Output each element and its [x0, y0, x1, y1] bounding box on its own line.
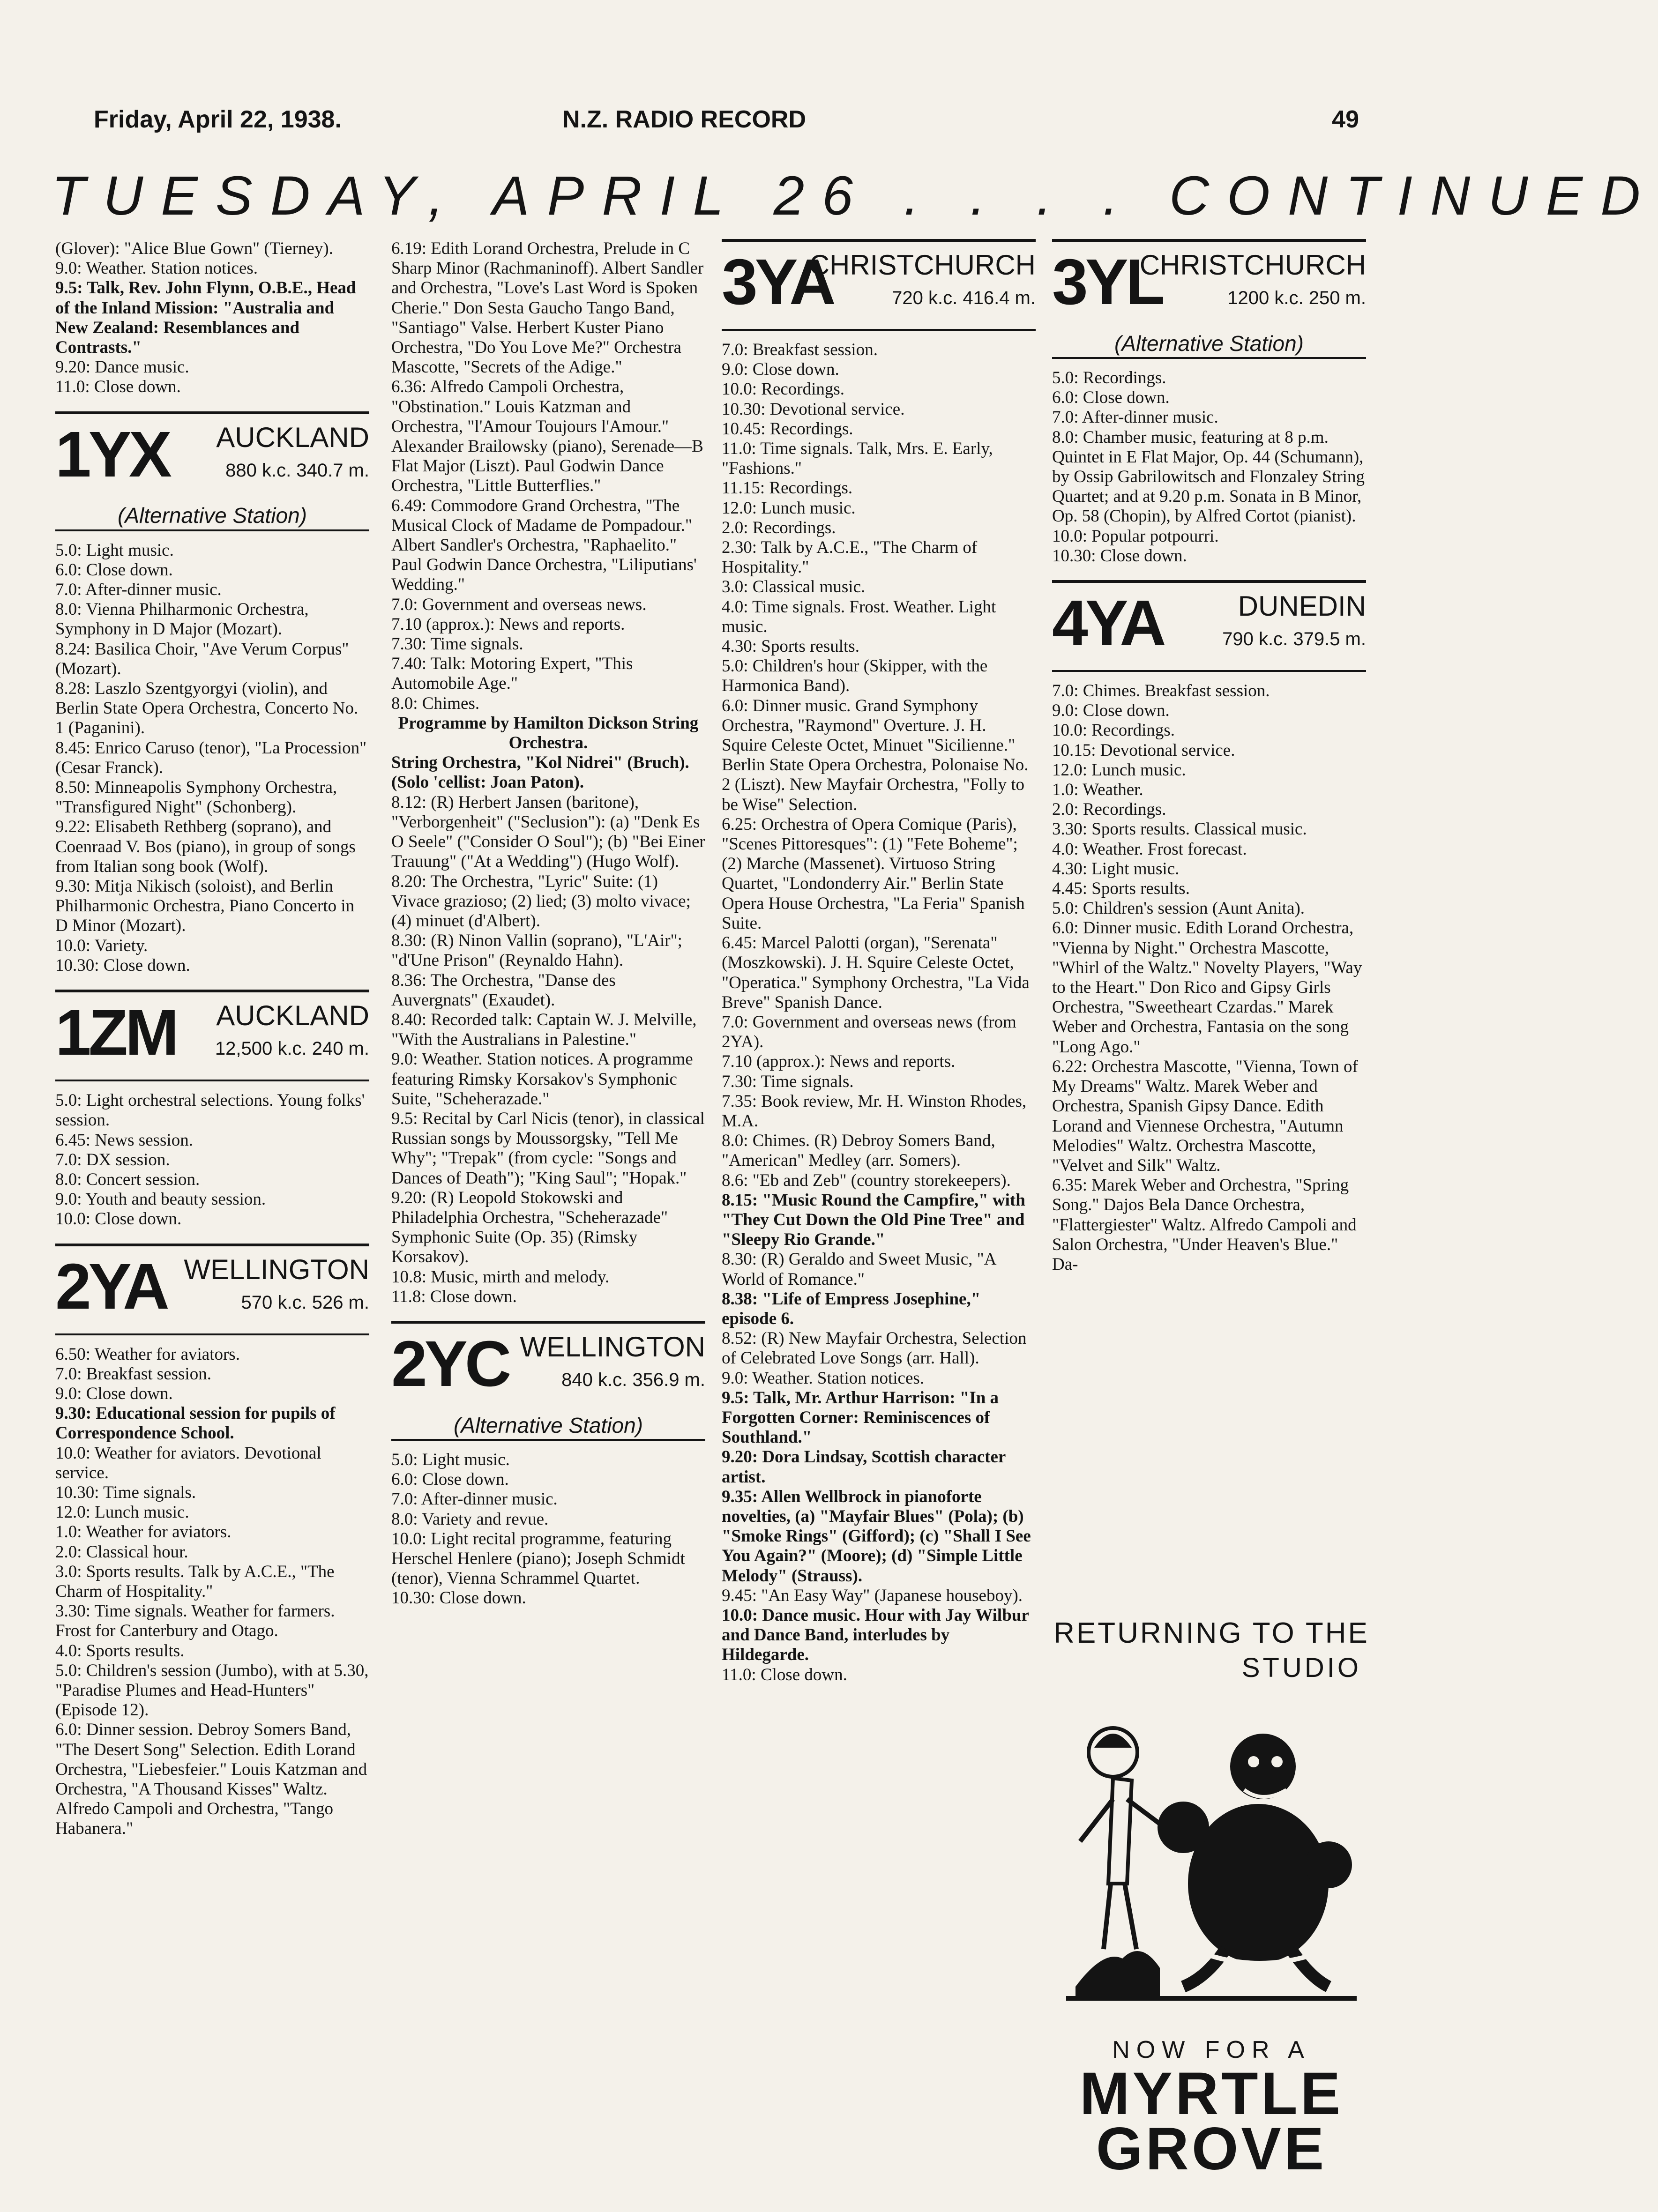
listing-item: 8.0: Vienna Philharmonic Orchestra, Symphony in D Major (Mozart). [55, 600, 309, 639]
station-frequency: 720 k.c. 416.4 m. [892, 288, 1036, 308]
station-frequency: 570 k.c. 526 m. [241, 1292, 369, 1313]
station-frequency: 880 k.c. 340.7 m. [225, 460, 369, 481]
listing-item: 9.5: Talk, Rev. John Flynn, O.B.E., Head of the Inland Mission: "Australia and New Zealand: Resemblances and Contrasts." [55, 278, 356, 357]
listing-item: 8.0: Chamber music, featuring at 8 p.m. Quintet in E Flat Major, Op. 44 (Schumann), by Ossip Gabrilowitsch and Flonzaley String Quartet; and at 9.20 p.m. Sonata in B Minor, Op. 58 (Chopin), by Alfred Cortot (pianist). [1052, 427, 1365, 526]
listing-item: 5.0: Light music. [55, 540, 174, 560]
listing-item: 8.52: (R) New Mayfair Orchestra, Selection of Celebrated Love Songs (arr. Hall). [722, 1329, 1027, 1368]
listing-item: 8.12: (R) Herbert Jansen (baritone), "Verborgenheit" ("Seclusion"): (a) "Denk Es O Seele" ("Consider O Soul"); (b) "Bei Einer Trauung" ("At a Wedding") (Hugo Wolf). [391, 792, 705, 871]
listing-item: 6.50: Weather for aviators. [55, 1344, 240, 1364]
listing-item: 8.24: Basilica Choir, "Ave Verum Corpus" (Mozart). [55, 639, 349, 678]
listing-item: 5.0: Light orchestral selections. Young folks' session. [55, 1091, 365, 1130]
listing-item: 3.0: Sports results. Talk by A.C.E., "The Charm of Hospitality." [55, 1562, 335, 1601]
station-callsign: 1ZM [55, 997, 176, 1069]
listing-item: (Glover): "Alice Blue Gown" (Tierney). [55, 239, 333, 258]
listing-item: 1.0: Weather for aviators. [55, 1522, 232, 1542]
listing-item: 8.36: The Orchestra, "Danse des Auvergnats" (Exaudet). [391, 970, 616, 1010]
listing-item: 10.0: Recordings. [1052, 721, 1175, 740]
listing-item: 6.0: Close down. [55, 560, 173, 580]
listing-item: 7.0: Government and overseas news. [391, 595, 647, 614]
ad-brand-line-1: MYRTLE [1079, 2060, 1344, 2127]
listing-item: 7.35: Book review, Mr. H. Winston Rhodes, M.A. [722, 1091, 1027, 1131]
ad-headline: RETURNING TO THE [1053, 1617, 1369, 1649]
station-header-1yx [55, 411, 369, 531]
column-4 [1052, 239, 1366, 1274]
listing-item: 8.40: Recorded talk: Captain W. J. Melville, "With the Australians in Palestine." [391, 1010, 697, 1050]
listing-item: 9.45: "An Easy Way" (Japanese houseboy). [722, 1586, 1023, 1605]
station-callsign: 1YX [55, 418, 169, 491]
listing-item: 8.50: Minneapolis Symphony Orchestra, "Transfigured Night" (Schonberg). [55, 778, 337, 817]
column-1 [55, 239, 369, 1839]
listing-item: 7.10 (approx.): News and reports. [722, 1052, 956, 1072]
listing-item: 6.0: Close down. [391, 1470, 509, 1490]
column-3 [722, 239, 1036, 1685]
listing-item: 5.0: Recordings. [1052, 368, 1166, 387]
listing-item: 10.0: Recordings. [722, 380, 845, 399]
listing-item: 11.0: Time signals. Talk, Mrs. E. Early, "Fashions." [722, 439, 993, 478]
publication-title: N.Z. RADIO RECORD [562, 106, 806, 133]
station-alternative: (Alternative Station) [118, 503, 307, 528]
station-city: DUNEDIN [1238, 590, 1366, 622]
station-city: WELLINGTON [184, 1253, 369, 1285]
listing-item: 4.0: Weather. Frost forecast. [1052, 839, 1247, 859]
listing-item: 6.36: Alfredo Campoli Orchestra, "Obstination." Louis Katzman and Orchestra, "l'Amour Toujours l'Amour." Alexander Brailowsky (piano), Serenade—B Flat Major (Liszt). Paul Godwin Dance Orchestra, "Little Butterflies." [391, 377, 703, 496]
station-city: CHRISTCHURCH [1139, 249, 1366, 281]
listing-item: 8.38: "Life of Empress Josephine," episode 6. [722, 1289, 981, 1328]
listing-item: 6.0: Dinner music. Edith Lorand Orchestra, "Vienna by Night." Orchestra Mascotte, "Whirl of the Waltz." Novelty Players, "Way to the Heart." Don Rico and Gipsy Girls Orchestra, "Sweetheart Czardas." Marek Weber and Orchestra, Fantasia on the song "Long Ago." [1052, 918, 1362, 1057]
listing-item: 5.0: Children's session (Aunt Anita). [1052, 899, 1305, 918]
listing-item: 8.30: (R) Geraldo and Sweet Music, "A World of Romance." [722, 1250, 996, 1289]
listing-item: 9.5: Talk, Mr. Arthur Harrison: "In a Forgotten Corner: Reminiscences of Southland." [722, 1388, 999, 1447]
listing-item: 8.30: (R) Ninon Vallin (soprano), "L'Air"; "d'Une Prison" (Reynaldo Hahn). [391, 931, 682, 970]
listing-item: 5.0: Children's hour (Skipper, with the Harmonica Band). [722, 656, 988, 696]
station-callsign: 3YL [1052, 246, 1163, 318]
station-callsign: 4YA [1052, 587, 1164, 660]
listing-item: 6.22: Orchestra Mascotte, "Vienna, Town of My Dreams" Waltz. Marek Weber and Orchestra, Spanish Gipsy Dance. Edith Lorand and Viennese Orchestra, "Autumn Melodies" Waltz. Orchestra Mascotte, "Velvet and Silk" Waltz. [1052, 1057, 1358, 1175]
listing-item: 3.30: Sports results. Classical music. [1052, 819, 1307, 839]
station-callsign: 2YA [55, 1250, 167, 1323]
listing-item: 10.0: Close down. [55, 1209, 182, 1229]
listing-item: 7.40: Talk: Motoring Expert, "This Automobile Age." [391, 654, 633, 693]
listing-item: 10.30: Devotional service. [722, 399, 905, 419]
listing-item: 9.0: Youth and beauty session. [55, 1190, 266, 1209]
station-frequency: 1200 k.c. 250 m. [1227, 288, 1366, 308]
station-alternative: (Alternative Station) [454, 1413, 643, 1437]
listing-item: 2.0: Recordings. [1052, 800, 1166, 819]
listing-item: 9.0: Close down. [722, 360, 839, 380]
listing-item: 4.0: Time signals. Frost. Weather. Light music. [722, 597, 996, 636]
listing-item: 7.0: Chimes. Breakfast session. [1052, 681, 1270, 701]
listing-item: 6.25: Orchestra of Opera Comique (Paris), "Scenes Pittoresques": (1) "Fete Boheme"; (2) Marche (Massenet). Virtuoso String Quartet, "Londonderry Air." Berlin State Opera House Orchestra, "La Feria" Spanish Suite. [722, 814, 1025, 933]
listing-item: 12.0: Lunch music. [55, 1503, 189, 1522]
listing-item: 11.0: Close down. [722, 1665, 847, 1684]
listing-item: 8.0: Concert session. [55, 1169, 200, 1189]
listing-item: 10.45: Recordings. [722, 419, 853, 439]
listing-item: 10.0: Variety. [55, 936, 148, 955]
listing-item: 3.30: Time signals. Weather for farmers. Frost for Canterbury and Otago. [55, 1601, 335, 1641]
ad-tagline: NOW FOR A [1112, 2036, 1311, 2063]
station-city: WELLINGTON [520, 1331, 705, 1363]
ad-brand-name [1047, 2060, 1375, 2182]
listing-item: 10.30: Close down. [55, 955, 190, 975]
listing-item: 6.45: News session. [55, 1130, 193, 1150]
listing-item: 10.30: Time signals. [55, 1482, 196, 1502]
page-number: 49 [1332, 106, 1359, 133]
listing-item: 6.19: Edith Lorand Orchestra, Prelude in C Sharp Minor (Rachmaninoff). Albert Sandler and Orchestra, "Love's Last Word is Spoken Cherie." Don Sesta Gaucho Tango Band, "Santiago" Valse. Herbert Kuster Piano Orchestra, "Do You Love Me?" Orchestra Mascotte, "Secrets of the Adige." [391, 239, 704, 377]
station-callsign: 3YA [722, 246, 833, 318]
listing-item: 8.6: "Eb and Zeb" (country storekeepers). [722, 1170, 1011, 1190]
station-city: CHRISTCHURCH [809, 249, 1036, 281]
listing-item: 3.0: Classical music. [722, 577, 866, 597]
listing-item: 4.30: Sports results. [722, 637, 859, 656]
listing-item: 6.35: Marek Weber and Orchestra, "Spring Song." Dajos Bela Dance Orchestra, "Flattergiester" Waltz. Alfredo Campoli and Salon Orchestra, "Under Heaven's Blue." Da- [1052, 1176, 1357, 1274]
station-header-4ya [1052, 580, 1366, 672]
listing-item: 9.0: Weather. Station notices. [55, 259, 258, 278]
boxer-cartoon-illustration [1066, 1687, 1357, 2029]
listing-item: 12.0: Lunch music. [1052, 760, 1186, 780]
listing-item: 11.15: Recordings. [722, 478, 853, 498]
listing-item: 10.15: Devotional service. [1052, 740, 1235, 760]
listing-item: 7.0: Breakfast session. [722, 340, 878, 359]
listing-item: 4.30: Light music. [1052, 859, 1180, 879]
station-city: AUCKLAND [216, 1000, 369, 1032]
programme-heading: Programme by Hamilton Dickson String Orchestra. [398, 713, 699, 753]
listing-item: 10.0: Light recital programme, featuring Herschel Henlere (piano); Joseph Schmidt (tenor), Vienna Schrammel Quartet. [391, 1529, 685, 1588]
station-header-1zm [55, 990, 369, 1081]
listing-item: 11.8: Close down. [391, 1287, 517, 1306]
listing-item: 8.20: The Orchestra, "Lyric" Suite: (1) Vivace grazioso; (2) lied; (3) molto vivace; (4) minuet (d'Albert). [391, 871, 691, 931]
listing-item: 9.0: Weather. Station notices. A programme featuring Rimsky Korsakov's Symphonic Suite, "Scheherazade." [391, 1050, 693, 1109]
listing-item: 6.49: Commodore Grand Orchestra, "The Musical Clock of Madame de Pompadour." Albert Sandler's Orchestra, "Raphaelito." Paul Godwin Dance Orchestra, "Liliputians' Wedding." [391, 496, 697, 595]
station-city: AUCKLAND [216, 421, 369, 453]
listing-item: 10.0: Dance music. Hour with Jay Wilbur and Dance Band, interludes by Hildegarde. [722, 1606, 1029, 1665]
listing-item: String Orchestra, "Kol Nidrei" (Bruch). (Solo 'cellist: Joan Paton). [391, 753, 689, 792]
listing-item: 7.0: Breakfast session. [55, 1364, 211, 1384]
station-frequency: 12,500 k.c. 240 m. [215, 1038, 369, 1059]
listing-item: 5.0: Children's session (Jumbo), with at 5.30, "Paradise Plumes and Head-Hunters" (Episode 12). [55, 1661, 369, 1720]
listing-item: 6.0: Dinner music. Grand Symphony Orchestra, "Raymond" Overture. J. H. Squire Celeste Octet, Minuet "Sicilienne." Berlin State Opera Orchestra, Polonaise No. 2 (Liszt). New Mayfair Orchestra, "Folly to be Wise" Selection. [722, 696, 1029, 814]
listing-item: 2.0: Recordings. [722, 518, 836, 537]
listing-item: 7.0: After-dinner music. [391, 1490, 558, 1509]
listing-item: 9.0: Close down. [55, 1384, 173, 1403]
listing-item: 6.0: Close down. [1052, 388, 1170, 408]
listing-item: 9.20: (R) Leopold Stokowski and Philadelphia Orchestra, "Scheherazade" Symphonic Suite (Op. 35) (Rimsky Korsakov). [391, 1188, 668, 1267]
listing-item: 4.0: Sports results. [55, 1641, 185, 1661]
listing-item: 7.30: Time signals. [391, 634, 523, 654]
listing-item: 9.20: Dance music. [55, 357, 189, 377]
listing-item: 7.0: Government and overseas news (from 2YA). [722, 1012, 1016, 1052]
listing-item: 10.30: Close down. [391, 1588, 526, 1608]
listing-item: 9.0: Weather. Station notices. [722, 1368, 925, 1388]
listing-item: 9.30: Mitja Nikisch (soloist), and Berlin Philharmonic Orchestra, Piano Concerto in D Minor (Mozart). [55, 877, 355, 936]
listing-item: 9.22: Elisabeth Rethberg (soprano), and Coenraad V. Bos (piano), in group of songs from Italian song book (Wolf). [55, 817, 356, 876]
listing-item: 8.0: Chimes. (R) Debroy Somers Band, "American" Medley (arr. Somers). [722, 1131, 995, 1170]
listing-item: 10.30: Close down. [1052, 546, 1187, 566]
listing-item: 6.0: Dinner session. Debroy Somers Band, "The Desert Song" Selection. Edith Lorand Orchestra, "Liebesfeier." Louis Katzman and Orchestra, "A Thousand Kisses" Waltz. Alfredo Campoli and Orchestra, "Tango Habanera." [55, 1720, 367, 1839]
station-header-3ya [722, 239, 1036, 331]
listing-item: 8.0: Chimes. [391, 693, 480, 713]
listing-item: 10.0: Weather for aviators. Devotional service. [55, 1443, 321, 1482]
advertisement [1047, 1616, 1375, 2182]
listing-item: 9.35: Allen Wellbrock in pianoforte novelties, (a) "Mayfair Blues" (Pola); (b) "Smoke Rings" (Gifford); (c) "Shall I See You Again?" (Moore); (d) "Simple Little Melody" (Strauss). [722, 1487, 1031, 1586]
listing-item: 7.0: After-dinner music. [1052, 408, 1218, 427]
station-alternative: (Alternative Station) [1114, 331, 1304, 356]
listing-item: 10.0: Popular potpourri. [1052, 526, 1219, 546]
listing-item: 2.30: Talk by A.C.E., "The Charm of Hospitality." [722, 538, 978, 577]
listing-item: 7.0: DX session. [55, 1150, 170, 1169]
station-header-2ya [55, 1244, 369, 1335]
listing-item: 11.0: Close down. [55, 377, 181, 397]
issue-date: Friday, April 22, 1938. [94, 106, 342, 133]
listing-item: 5.0: Light music. [391, 1450, 510, 1469]
station-header-3yl [1052, 239, 1366, 359]
listing-item: 2.0: Classical hour. [55, 1542, 188, 1562]
listing-item: 9.30: Educational session for pupils of Correspondence School. [55, 1404, 336, 1443]
listing-item: 8.28: Laszlo Szentgyorgyi (violin), and Berlin State Opera Orchestra, Concerto No. 1 (Paganini). [55, 679, 358, 738]
listing-item: 4.45: Sports results. [1052, 879, 1190, 899]
ad-subheadline: STUDIO [1241, 1653, 1361, 1683]
station-header-2yc [391, 1321, 705, 1441]
station-frequency: 790 k.c. 379.5 m. [1222, 629, 1366, 650]
listing-item: 10.8: Music, mirth and melody. [391, 1267, 610, 1287]
day-banner: TUESDAY, APRIL 26 . . . . CONTINUED [52, 165, 1658, 227]
listing-item: 12.0: Lunch music. [722, 498, 856, 518]
listing-item: 7.0: After-dinner music. [55, 580, 222, 600]
page-header [94, 105, 1359, 138]
listing-item: 8.0: Variety and revue. [391, 1509, 549, 1529]
listing-item: 7.30: Time signals. [722, 1072, 854, 1091]
listing-item: 9.0: Close down. [1052, 701, 1170, 721]
listing-item: 6.45: Marcel Palotti (organ), "Serenata" (Moszkowski). J. H. Squire Celeste Octet, "Operatica." Symphony Orchestra, "La Vida Breve" Spanish Dance. [722, 933, 1030, 1012]
listing-item: 9.5: Recital by Carl Nicis (tenor), in classical Russian songs by Moussorgsky, "Tell Me Why"; "Trepak" (from cycle: "Songs and Dances of Death"); "King Saul"; "Hopak." [391, 1109, 705, 1188]
listing-item: 1.0: Weather. [1052, 780, 1143, 800]
station-callsign: 2YC [391, 1327, 509, 1400]
listing-item: 8.15: "Music Round the Campfire," with "They Cut Down the Old Pine Tree" and "Sleepy Rio Grande." [722, 1190, 1025, 1250]
column-2 [391, 239, 705, 1609]
ad-brand-line-2: GROVE [1096, 2115, 1327, 2182]
listing-item: 7.10 (approx.): News and reports. [391, 614, 625, 634]
listing-item: 9.20: Dora Lindsay, Scottish character artist. [722, 1447, 1006, 1487]
station-frequency: 840 k.c. 356.9 m. [561, 1369, 705, 1390]
listing-item: 8.45: Enrico Caruso (tenor), "La Procession" (Cesar Franck). [55, 738, 367, 777]
